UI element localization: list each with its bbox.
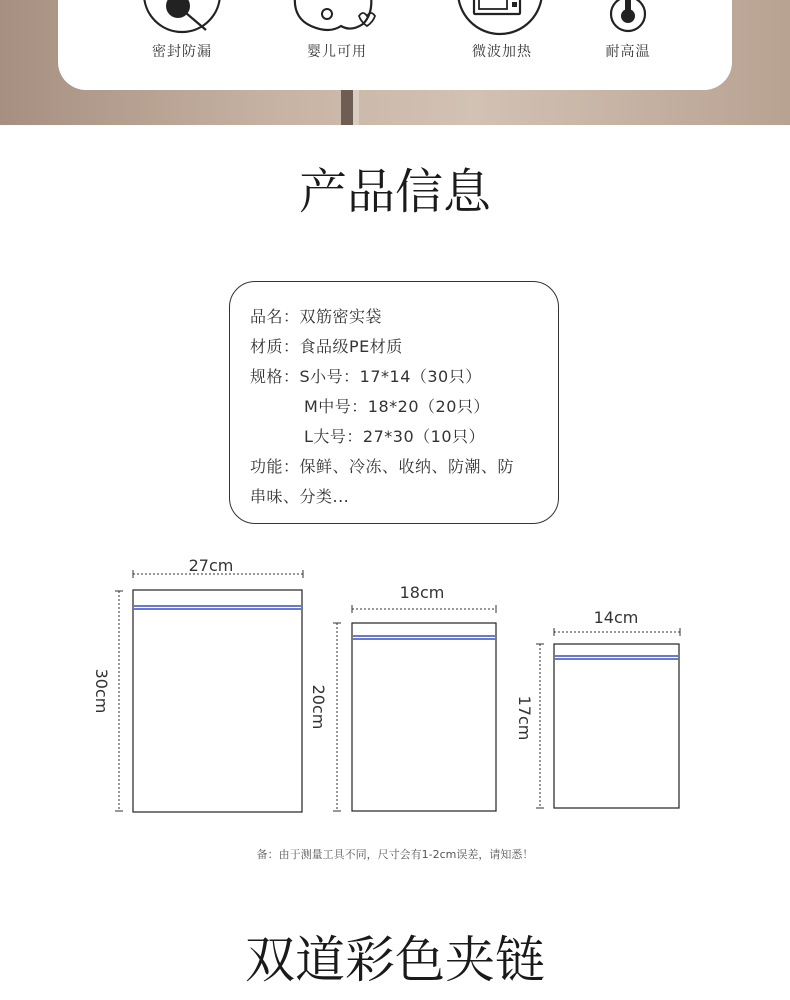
measurement-note: 备：由于测量工具不同，尺寸会有1-2cm误差，请知悉！ — [256, 848, 534, 861]
feature-label: 耐高温 — [605, 44, 651, 60]
bag-large-height-label: 30cm — [92, 668, 111, 714]
product-spec-medium: M中号：18*20（20只） — [304, 397, 490, 416]
bag-large — [92, 556, 303, 812]
bag-medium-width-label: 18cm — [399, 583, 445, 602]
product-function-line2: 串味、分类... — [250, 487, 350, 506]
bag-small-height-label: 17cm — [515, 695, 534, 741]
product-name: 品名：双筋密实袋 — [250, 307, 383, 326]
bag-medium-outline — [352, 623, 496, 811]
product-spec-small: 规格：S小号：17*14（30只） — [250, 367, 482, 386]
zipper-section-title: 双道彩色夹链 — [245, 931, 545, 989]
product-function-line1: 功能：保鲜、冷冻、收纳、防潮、防 — [250, 457, 515, 476]
bag-large-width-label: 27cm — [188, 556, 234, 575]
product-material: 材质：食品级PE材质 — [250, 337, 403, 356]
bag-small — [515, 608, 680, 808]
bag-large-outline — [133, 590, 302, 812]
bag-small-width-label: 14cm — [593, 608, 639, 627]
product-info-title: 产品信息 — [298, 164, 491, 220]
feature-label: 婴儿可用 — [307, 44, 367, 60]
bag-medium-height-label: 20cm — [309, 684, 328, 730]
product-spec-large: L大号：27*30（10只） — [304, 427, 485, 446]
bag-small-outline — [554, 644, 679, 808]
bag-medium — [309, 583, 496, 811]
feature-label: 微波加热 — [472, 44, 532, 60]
feature-label: 密封防漏 — [152, 44, 212, 60]
